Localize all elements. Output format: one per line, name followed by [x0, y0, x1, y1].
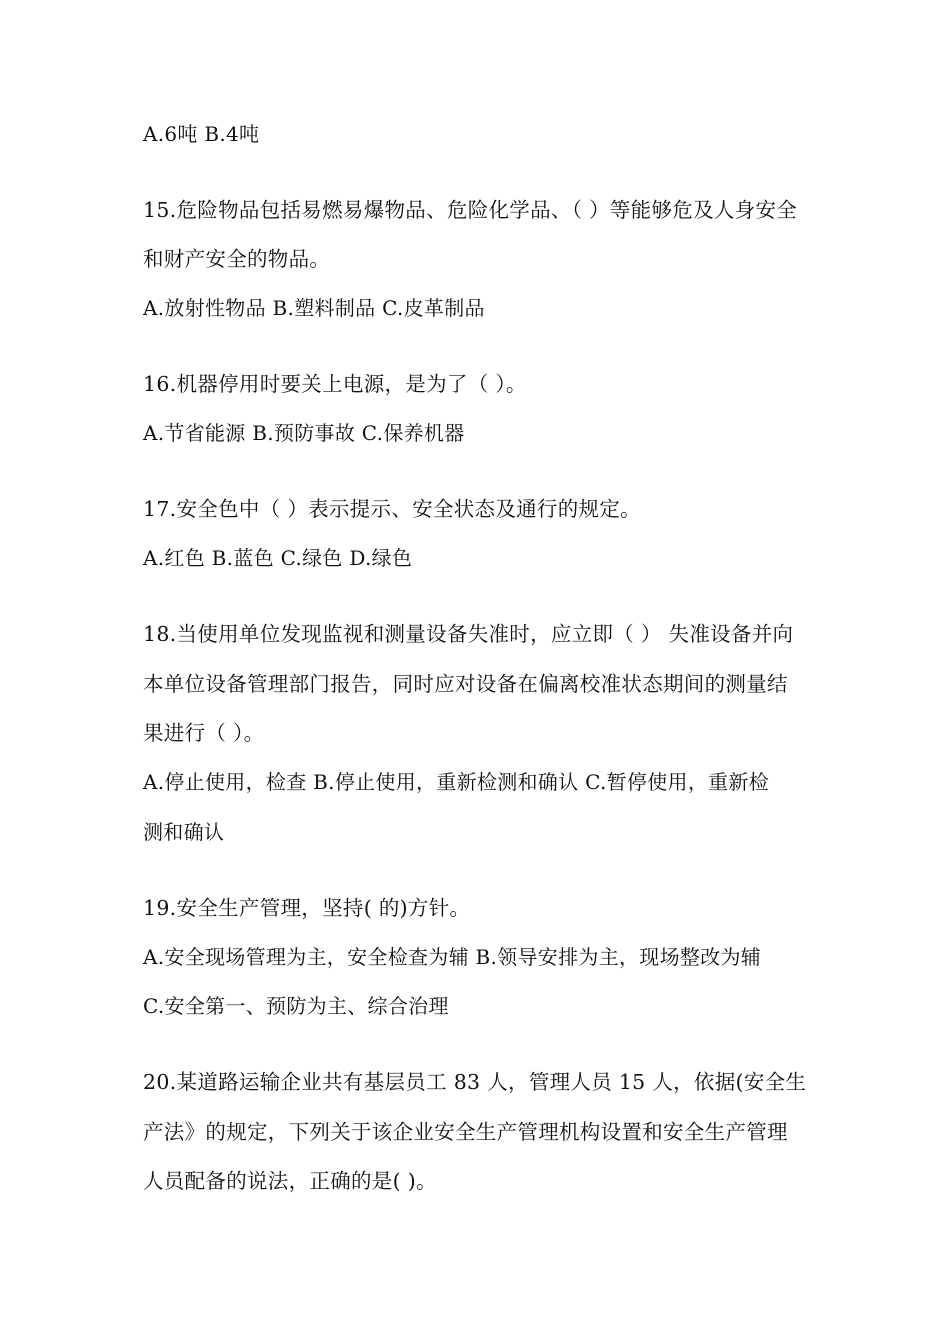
- q16-question: 16.机器停用时要关上电源，是为了（ ）。: [143, 372, 527, 396]
- q16-options: A.节省能源 B.预防事故 C.保养机器: [143, 421, 465, 445]
- q15-question-line-1: 15.危险物品包括易燃易爆物品、危险化学品、（ ）等能够危及人身安全: [143, 198, 798, 222]
- q18-options-line-2: 测和确认: [143, 820, 225, 844]
- q15-question-line-2: 和财产安全的物品。: [143, 247, 331, 271]
- q19-question: 19.安全生产管理，坚持( 的)方针。: [143, 896, 471, 920]
- q15-options: A.放射性物品 B.塑料制品 C.皮革制品: [143, 296, 485, 320]
- q18-options-line-1: A.停止使用，检查 B.停止使用，重新检测和确认 C.暂停使用，重新检: [143, 770, 770, 794]
- q18-question-line-1: 18.当使用单位发现监视和测量设备失准时，应立即（ ） 失准设备并向: [143, 622, 794, 646]
- q18-question-line-2: 本单位设备管理部门报告，同时应对设备在偏离校准状态期间的测量结: [143, 672, 788, 696]
- q19-options-line-1: A.安全现场管理为主，安全检查为辅 B.领导安排为主，现场整改为辅: [143, 945, 762, 969]
- q18-question-line-3: 果进行（ ）。: [143, 721, 265, 745]
- q14-options: A.6吨 B.4吨: [143, 122, 260, 146]
- q17-options: A.红色 B.蓝色 C.绿色 D.绿色: [143, 546, 413, 570]
- q20-question-line-3: 人员配备的说法，正确的是( )。: [143, 1169, 437, 1193]
- q17-question: 17.安全色中（ ）表示提示、安全状态及通行的规定。: [143, 497, 641, 521]
- q20-question-line-1: 20.某道路运输企业共有基层员工 83 人，管理人员 15 人，依据(安全生: [143, 1070, 807, 1094]
- q20-question-line-2: 产法》的规定，下列关于该企业安全生产管理机构设置和安全生产管理: [143, 1120, 788, 1144]
- q19-options-line-2: C.安全第一、预防为主、综合治理: [143, 994, 449, 1018]
